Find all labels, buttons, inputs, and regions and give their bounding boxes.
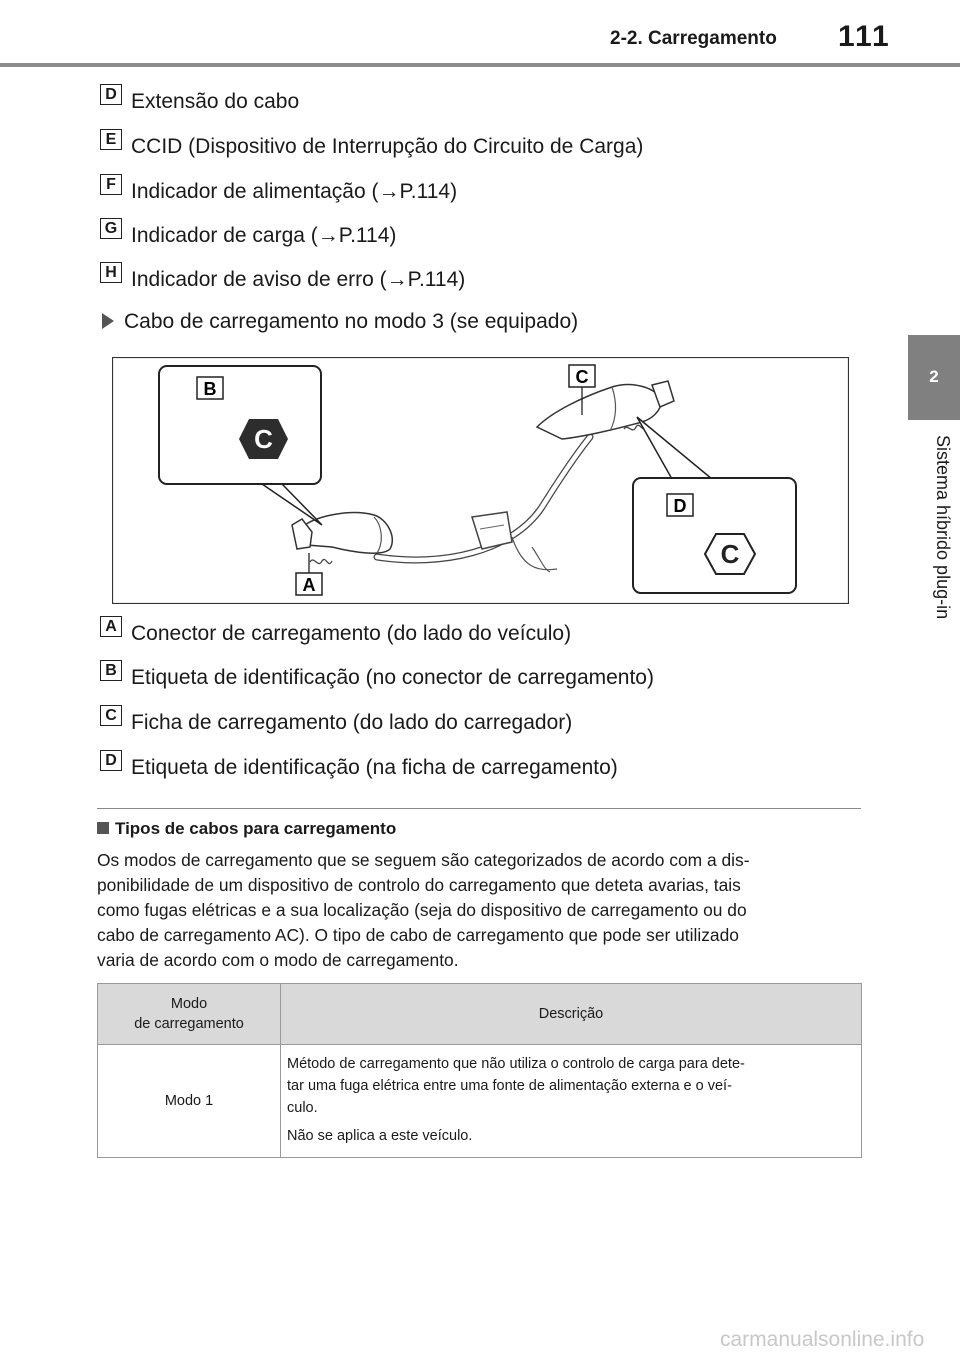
section-header-title: 2-2. Carregamento — [610, 28, 777, 49]
chapter-tab — [908, 335, 960, 420]
item-badge: D — [100, 750, 122, 771]
callout-c-letter: C — [575, 367, 589, 387]
description-cell — [281, 1045, 862, 1158]
bullet-heading — [100, 310, 578, 334]
header-mode — [98, 984, 281, 1045]
watermark: carmanualsonline.info — [720, 1328, 925, 1351]
hex-b-letter: C — [254, 424, 273, 454]
item-text: Etiqueta de identificação (no conector de carregamento) — [131, 666, 654, 689]
description-paragraph: Método de carregamento que não utiliza o controlo de carga para dete- tar uma fuga elétrica entre uma fonte de alimentação externa e o veí- culo. — [287, 1056, 745, 1116]
triangle-bullet-icon — [102, 313, 114, 329]
callout-b-letter: B — [203, 379, 217, 399]
table-header-row — [98, 984, 862, 1045]
chapter-label: Sistema híbrido plug-in — [933, 435, 953, 620]
item-text: Indicador de carga (→P.114) — [131, 224, 397, 247]
hex-d-letter: C — [720, 539, 740, 569]
item-text: CCID (Dispositivo de Interrupção do Circuito de Carga) — [131, 135, 644, 158]
section-rule — [97, 808, 861, 809]
charging-modes-table — [97, 983, 862, 1158]
mode-cell: Modo 1 — [98, 1045, 281, 1158]
header-mode-line2: de carregamento — [134, 1016, 244, 1032]
charging-cable-illustration — [112, 357, 849, 604]
section-title-text: Tipos de cabos para carregamento — [115, 819, 397, 838]
item-text: Extensão do cabo — [131, 90, 300, 113]
item-badge: E — [100, 129, 122, 150]
description-paragraph: Não se aplica a este veículo. — [287, 1128, 473, 1144]
callout-a-letter: A — [302, 575, 316, 595]
item-text: Indicador de aviso de erro (→P.114) — [131, 268, 466, 291]
bullet-text: Cabo de carregamento no modo 3 (se equipado) — [124, 310, 579, 333]
item-text: Conector de carregamento (do lado do veículo) — [131, 622, 572, 645]
item-text: Indicador de alimentação (→P.114) — [131, 180, 458, 203]
callout-b-box — [159, 366, 321, 484]
page-number: 111 — [838, 20, 891, 53]
header-rule — [0, 63, 960, 67]
item-badge: A — [100, 616, 122, 637]
item-badge: C — [100, 705, 122, 726]
item-badge: D — [100, 84, 122, 105]
header-mode-line1: Modo — [170, 996, 208, 1012]
item-badge: B — [100, 660, 122, 681]
section-title — [97, 819, 396, 839]
callout-d-letter: D — [673, 496, 687, 516]
header-description: Descrição — [281, 984, 862, 1045]
table-row — [98, 1045, 862, 1158]
item-badge: H — [100, 262, 122, 283]
item-text: Etiqueta de identificação (na ficha de carregamento) — [131, 756, 618, 779]
item-badge: F — [100, 174, 122, 195]
item-text: Ficha de carregamento (do lado do carregador) — [131, 711, 573, 734]
square-bullet-icon — [97, 822, 109, 834]
chapter-number: 2 — [929, 367, 939, 386]
section-body: Os modos de carregamento que se seguem são categorizados de acordo com a dis- ponibilidade de um dispositivo de controlo do carregamento que deteta avarias, tais como fugas elétricas e a sua localização (seja do dispositivo de carregamento ou do cabo de carregamento AC). O tipo de cabo de carregamento que pode ser utilizado varia de acordo com o modo de carregamento. — [97, 850, 750, 970]
item-badge: G — [100, 218, 122, 239]
